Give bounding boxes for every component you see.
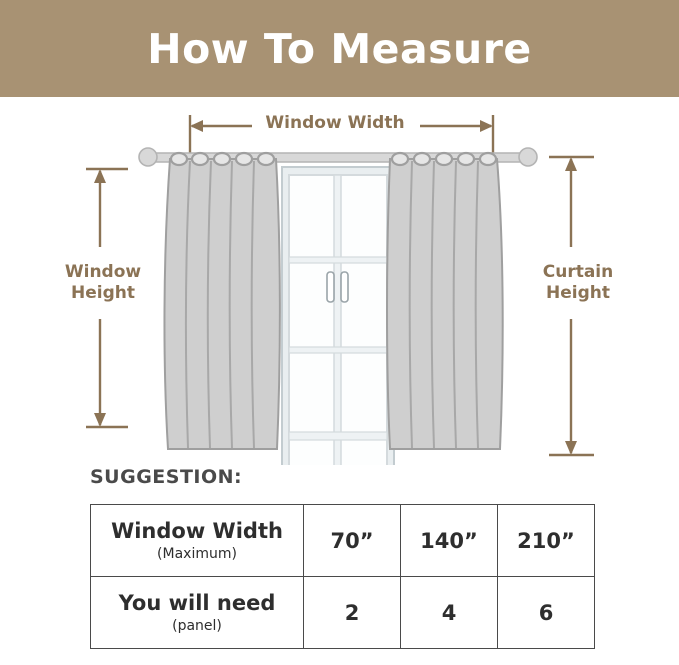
rod-finial-right (519, 148, 537, 166)
table-row-header-cell (91, 577, 304, 649)
cell-text: 70” (330, 528, 374, 553)
table-row (91, 505, 595, 577)
row-header-sub: (panel) (172, 617, 222, 634)
curtain-panel-left (164, 153, 279, 449)
cell-text: 2 (344, 600, 360, 625)
arrow-left-head (190, 120, 203, 132)
table-row-header-cell (91, 505, 304, 577)
row-header-main: Window Width (111, 518, 283, 543)
measurement-diagram (0, 97, 679, 465)
arrow-down-head-right (565, 441, 577, 455)
window-latch-right (341, 272, 348, 302)
window-frame (278, 167, 398, 465)
window-latch-left (327, 272, 334, 302)
table-row (91, 577, 595, 649)
curtain-height-measure (549, 157, 594, 455)
label-curtain-height-line1: Curtain (542, 262, 614, 282)
label-curtain-height (518, 262, 638, 304)
arrow-down-head-left (94, 413, 106, 427)
curtain-panel-right (387, 153, 503, 449)
arrow-up-head-left (94, 169, 106, 183)
cell-text: 210” (517, 528, 575, 553)
row-header-main: You will need (118, 590, 276, 615)
label-window-height (48, 262, 158, 304)
arrow-right-head (480, 120, 493, 132)
arrow-up-head-right (565, 157, 577, 171)
cell-text: 6 (538, 600, 554, 625)
cell-text: 140” (420, 528, 478, 553)
suggestion-heading: SUGGESTION: (90, 466, 243, 488)
table-cell-value (401, 577, 498, 649)
label-curtain-height-line2: Height (546, 283, 610, 303)
row-header-sub: (Maximum) (157, 545, 237, 562)
label-window-width: Window Width (265, 113, 405, 133)
header-banner (0, 0, 679, 97)
suggestion-table (90, 504, 595, 649)
table-cell-value (304, 505, 401, 577)
rod-finial-left (139, 148, 157, 166)
page-title: How To Measure (147, 24, 532, 73)
label-window-height-line2: Height (71, 283, 135, 303)
table-cell-value (304, 577, 401, 649)
label-window-height-line1: Window (64, 262, 142, 282)
table-cell-value (498, 505, 595, 577)
table-cell-value (401, 505, 498, 577)
table-cell-value (498, 577, 595, 649)
cell-text: 4 (441, 600, 457, 625)
